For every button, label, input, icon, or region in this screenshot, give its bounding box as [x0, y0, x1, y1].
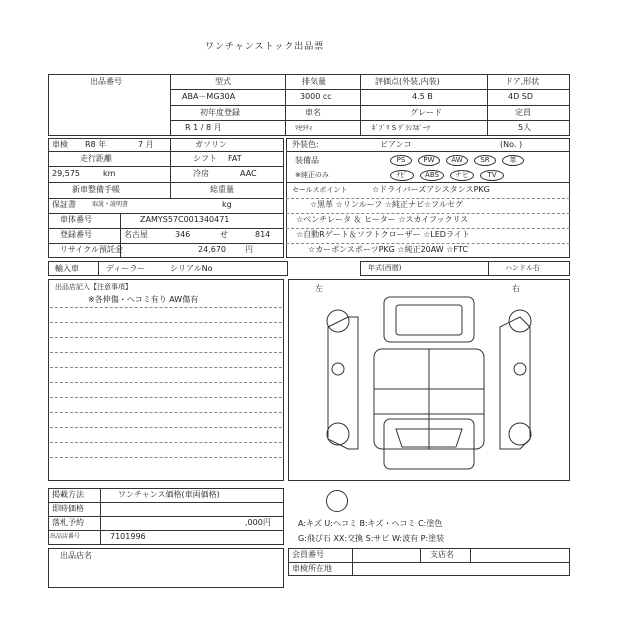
- plate-label: 登録番号: [60, 230, 92, 239]
- plate-kana: せ: [220, 230, 228, 239]
- sales-point-5: ☆カーボンスポーツPKG ☆純正20AW ☆FTC: [308, 245, 468, 254]
- car-diagram: [288, 279, 570, 481]
- shift-label: シフト: [193, 154, 217, 163]
- sales-point-label: セールスポイント: [292, 186, 348, 194]
- grade-value: ｷﾞﾌﾞﾘ S ｸﾞﾗﾝｽﾎﾟｰﾂ: [372, 124, 430, 132]
- plate-number: 814: [255, 230, 271, 239]
- exterior-value: ビアンコ: [380, 140, 412, 149]
- recycle-unit: 円: [245, 245, 253, 254]
- model-label: 型式: [215, 77, 231, 86]
- aircon-label: 冷房: [193, 169, 209, 178]
- capacity-label: 定員: [515, 108, 531, 117]
- mileage-value: 29,575: [52, 169, 80, 178]
- sub-equipment-label: ※純正のみ: [295, 171, 329, 179]
- model-value: ABA－MG30A: [182, 92, 236, 101]
- branch-label: 支店名: [430, 550, 454, 559]
- sales-point-2: ☆黒革 ☆リンルーフ ☆純正ナビ☆フルセグ: [310, 200, 463, 209]
- sales-point-1: ☆ドライバーズアシスタンスPKG: [372, 185, 490, 194]
- door-type-label: ドア,形状: [505, 77, 540, 86]
- aircon-value: AAC: [240, 169, 257, 178]
- warranty-value: 取説・説明書: [92, 201, 129, 208]
- venue-label: 車検所在地: [292, 564, 332, 573]
- sales-point-4: ☆自動Rゲート＆ソフトクローザー ☆LEDライト: [296, 230, 470, 239]
- displacement-label: 排気量: [302, 77, 326, 86]
- car-name-value: ﾏｾﾗﾃｨ: [295, 124, 313, 132]
- plate-region: 名古屋: [124, 230, 148, 239]
- recycle-label: リサイクル預託金: [60, 245, 123, 254]
- member-id-label: 出品店番号: [50, 533, 81, 540]
- capacity-value: 5人: [518, 123, 532, 132]
- first-reg-value: R 1 / 8 月: [185, 123, 222, 132]
- exterior-no: (No. ): [500, 140, 523, 149]
- shift-value: FAT: [228, 154, 242, 163]
- score-value: 4.5 B: [412, 92, 433, 101]
- inspection-label: 車検: [52, 140, 68, 149]
- import-row: [48, 261, 288, 276]
- displacement-value: 3000 cc: [300, 92, 332, 101]
- sub-equipment-3: ナビ: [450, 170, 474, 181]
- new-car-label: 新車整備手帳: [72, 185, 120, 194]
- fee-label: 落札予約: [52, 518, 84, 527]
- door-type-value: 4D SD: [508, 92, 534, 101]
- listing-label: 掲載方法: [52, 490, 84, 499]
- mileage-unit: km: [103, 169, 116, 178]
- weight-label: 総重量: [210, 185, 234, 194]
- score-label: 評価点(外装,内装): [375, 77, 440, 86]
- warranty-label: 保証書: [52, 200, 76, 209]
- sales-point-3: ☆ベンチレータ ＆ ヒーター ☆スカイフックリス: [296, 215, 469, 224]
- legend-circle: [326, 490, 348, 512]
- equipment-pw: PW: [418, 155, 440, 166]
- equipment-leather: 革: [502, 155, 524, 166]
- diagram-right-label: 右: [512, 284, 520, 293]
- weight-unit: kg: [222, 200, 232, 209]
- equipment-aw: AW: [446, 155, 468, 166]
- chassis-value: ZAMYS57C001340471: [140, 215, 230, 224]
- notes-box: [48, 279, 284, 481]
- handle-label: ハンドル右: [505, 264, 540, 272]
- form-label: 年式(西暦): [368, 264, 402, 272]
- shop-name-label: 出品店名: [60, 551, 92, 560]
- buy-price-label: 即時価格: [52, 504, 84, 513]
- notes-label: 出品店記入【注意事項】: [55, 283, 132, 291]
- legend-line-2: G:飛び石 XX:交換 S:サビ W:波有 P:塗装: [298, 534, 445, 543]
- grade-label: グレード: [410, 108, 442, 117]
- exterior-label: 外装色:: [292, 140, 319, 149]
- first-reg-label: 初年度登録: [200, 108, 240, 117]
- sub-equipment-2: ABS: [420, 170, 444, 181]
- diagram-left-label: 左: [315, 284, 323, 293]
- equipment-ps: PS: [390, 155, 412, 166]
- member-no-label: 会員番号: [292, 550, 324, 559]
- import-dealer: ディーラー: [106, 264, 146, 273]
- listing-value: ワンチャンス価格(車両価格): [118, 490, 220, 499]
- member-id-value: 7101996: [110, 532, 146, 541]
- lot-no-label: 出品番号: [90, 77, 122, 86]
- car-name-label: 車名: [305, 108, 321, 117]
- fuel-value: ガソリン: [195, 140, 227, 149]
- notes-text: ※各伸傷・ヘコミ有り AW傷有: [88, 295, 199, 304]
- fee-value: ,000円: [245, 518, 271, 527]
- inspection-month: 7 月: [138, 140, 154, 149]
- legend-line-1: A:キズ U:ヘコミ B:キズ・ヘコミ C:塗色: [298, 519, 443, 528]
- plate-class: 346: [175, 230, 191, 239]
- recycle-value: 24,670: [198, 245, 226, 254]
- page-title: ワンチャンストック出品票: [205, 42, 325, 52]
- inspection-year: R8 年: [85, 140, 107, 149]
- sub-equipment-1: ﾅﾋﾞ: [390, 170, 414, 181]
- sub-equipment-4: TV: [480, 170, 504, 181]
- equipment-sr: SR: [474, 155, 496, 166]
- mileage-label: 走行距離: [80, 154, 112, 163]
- equipment-label: 装備品: [295, 156, 319, 165]
- import-serial: シリアルNo: [170, 264, 213, 273]
- import-label: 輸入車: [55, 264, 79, 273]
- chassis-label: 車体番号: [60, 215, 92, 224]
